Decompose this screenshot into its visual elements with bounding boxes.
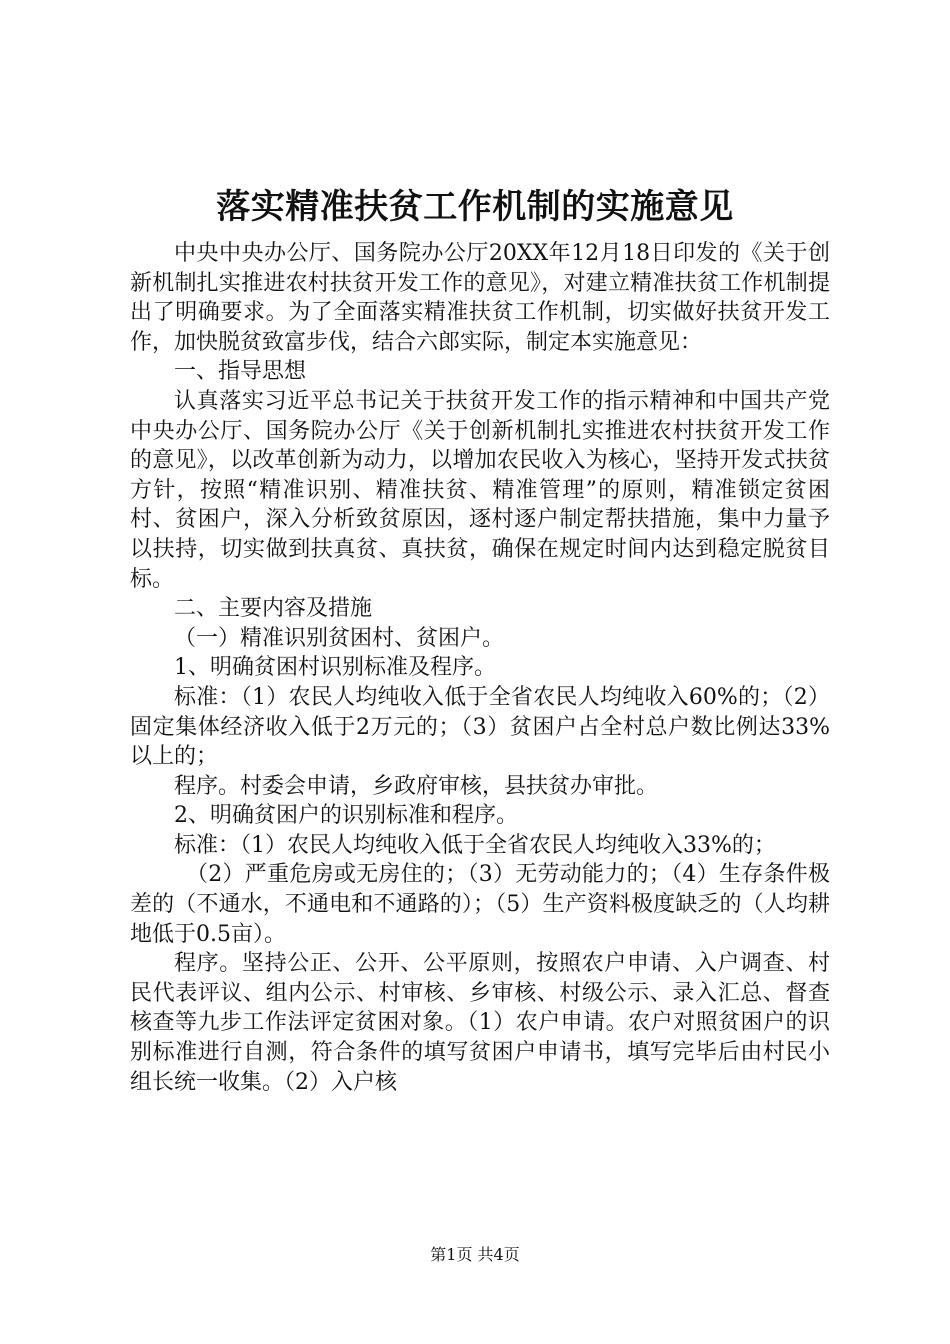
item-heading-village-standard: 1、明确贫困村识别标准及程序。 <box>174 655 496 681</box>
subsection-heading-identification: （一）精准识别贫困村、贫困户。 <box>174 625 505 651</box>
guiding-ideology-paragraph: 认真落实习近平总书记关于扶贫开发工作的指示精神和中国共产党中央办公厅、国务院办公厅《关于创新机制扎实推进农村扶贫开发工作的意见》，以改革创新为动力，以增加农民收入为核心，坚持开发式扶贫方针，按照“精准识别、精准扶贫、精准管理”的原则，精准锁定贫困村、贫困户，深入分析致贫原因，逐村逐户制定帮扶措施，集中力量予以扶持，切实做到扶真贫、真扶贫，确保在规定时间内达到稳定脱贫目标。 <box>130 388 830 592</box>
section-heading-guiding-ideology: 一、指导思想 <box>174 359 307 385</box>
page-footer: 第1页 共4页 <box>430 1245 520 1264</box>
item-heading-household-standard: 2、明确贫困户的识别标准和程序。 <box>174 803 518 829</box>
household-standard-paragraph: 标准：（1）农民人均纯收入低于全省农民人均纯收入33%的； <box>174 832 776 858</box>
intro-paragraph: 中央中央办公厅、国务院办公厅20XX年12月18日印发的《关于创新机制扎实推进农村扶贫开发工作的意见》，对建立精准扶贫工作机制提出了明确要求。为了全面落实精准扶贫工作机制，切实做好扶贫开发工作，加快脱贫致富步伐，结合六郎实际，制定本实施意见： <box>130 241 830 355</box>
document-body <box>130 239 830 1097</box>
household-procedure-paragraph: 程序。坚持公正、公开、公平原则，按照农户申请、入户调查、村民代表评议、组内公示、村审核、乡审核、村级公示、录入汇总、督查核查等九步工作法评定贫困对象。（1）农户申请。农户对照贫困户的识别标准进行自测，符合条件的填写贫困户申请书，填写完毕后由村民小组长统一收集。（2）入户核 <box>130 951 830 1095</box>
section-heading-main-content: 二、主要内容及措施 <box>174 596 373 622</box>
document-title: 落实精准扶贫工作机制的实施意见 <box>216 187 734 227</box>
village-procedure-paragraph: 程序。村委会申请，乡政府审核，县扶贫办审批。 <box>174 773 659 799</box>
village-standard-paragraph: 标准：（1）农民人均纯收入低于全省农民人均纯收入60%的；（2）固定集体经济收入低于2万元的；（3）贫困户占全村总户数比例达33%以上的； <box>130 684 830 770</box>
household-criteria-paragraph: （2）严重危房或无房住的；（3）无劳动能力的；（4）生存条件极差的（不通水，不通电和不通路的）；（5）生产资料极度缺乏的（人均耕地低于0.5亩）。 <box>130 862 830 947</box>
